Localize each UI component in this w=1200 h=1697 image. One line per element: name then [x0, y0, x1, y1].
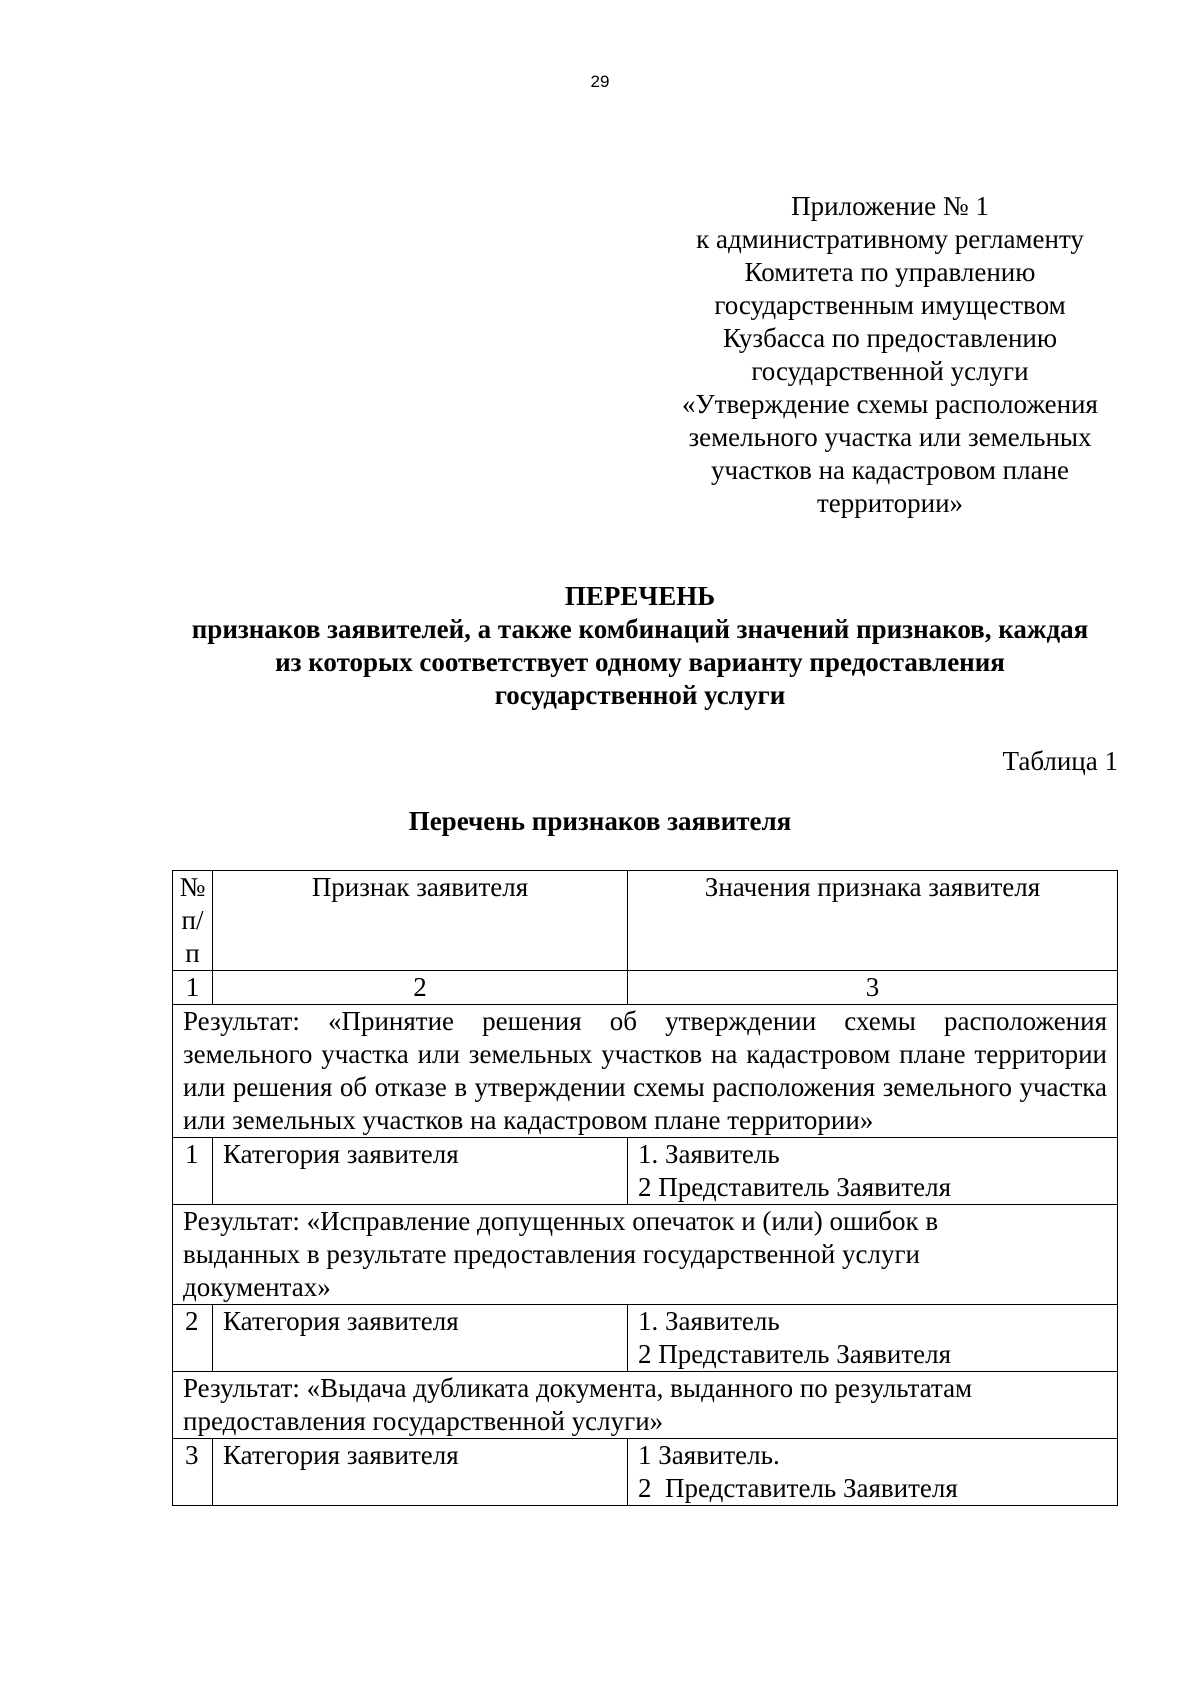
list-title-line: государственной услуги: [494, 680, 786, 710]
row-values: [628, 1305, 1118, 1372]
appendix-line: Приложение № 1: [791, 191, 989, 221]
column-index-row: [173, 971, 1118, 1005]
row-feature: Категория заявителя: [213, 1138, 628, 1205]
value-line: 2 Представитель Заявителя: [638, 1339, 952, 1369]
row-feature: Категория заявителя: [213, 1439, 628, 1506]
result-row: [173, 1372, 1118, 1439]
row-number: 2: [173, 1305, 213, 1372]
row-feature: Категория заявителя: [213, 1305, 628, 1372]
result-row: [173, 1205, 1118, 1305]
table-label: Таблица 1: [1002, 746, 1118, 776]
list-title-line: признаков заявителей, а также комбинаций значений признаков, каждая: [191, 614, 1089, 644]
column-index: 2: [213, 971, 628, 1005]
appendix-line: участков на кадастровом плане: [710, 455, 1070, 485]
appendix-line: Кузбасса по предоставлению: [722, 323, 1058, 353]
appendix-line: земельного участка или земельных: [688, 422, 1092, 452]
row-values: [628, 1439, 1118, 1506]
appendix-line: «Утверждение схемы расположения: [682, 389, 1098, 419]
value-line: 1. Заявитель: [638, 1139, 780, 1169]
applicant-features-table: [172, 870, 1118, 1506]
result-row: [173, 1005, 1118, 1138]
result-cell: Результат: «Принятие решения об утверждении схемы расположения земельного участка или земельных участков на кадастровом плане территории или решения об отказе в утверждении схемы расположения земельного участка или земельных участков на кадастровом плане территории»: [173, 1005, 1118, 1138]
header-num: № п/п: [173, 871, 213, 971]
row-number: 1: [173, 1138, 213, 1205]
result-cell: Результат: «Исправление допущенных опечаток и (или) ошибок в выданных в результате предоставления государственной услуги документах»: [173, 1205, 1118, 1305]
value-line: 1. Заявитель: [638, 1306, 780, 1336]
table-row: [173, 1138, 1118, 1205]
appendix-header: [640, 190, 1140, 520]
row-number: 3: [173, 1439, 213, 1506]
appendix-line: территории»: [816, 488, 964, 518]
column-index: 3: [628, 971, 1118, 1005]
table-header-row: [173, 871, 1118, 971]
appendix-line: государственным имуществом: [714, 290, 1066, 320]
page-number: 29: [590, 72, 610, 91]
appendix-line: Комитета по управлению: [744, 257, 1036, 287]
appendix-line: к административному регламенту: [696, 224, 1084, 254]
header-values: Значения признака заявителя: [628, 871, 1118, 971]
list-title-line: из которых соответствует одному варианту предоставления: [275, 647, 1005, 677]
table-row: [173, 1439, 1118, 1506]
value-line: 1 Заявитель.: [638, 1440, 780, 1470]
row-values: [628, 1138, 1118, 1205]
header-feature: Признак заявителя: [213, 871, 628, 971]
appendix-line: государственной услуги: [751, 356, 1029, 386]
table-row: [173, 1305, 1118, 1372]
list-title: [160, 580, 1120, 712]
result-cell: Результат: «Выдача дубликата документа, выданного по результатам предоставления государственной услуги»: [173, 1372, 1118, 1439]
column-index: 1: [173, 971, 213, 1005]
value-line: 2 Представитель Заявителя: [638, 1172, 952, 1202]
list-title-heading: ПЕРЕЧЕНЬ: [564, 581, 716, 611]
table-caption: Перечень признаков заявителя: [408, 806, 792, 836]
value-line: 2 Представитель Заявителя: [638, 1473, 958, 1503]
